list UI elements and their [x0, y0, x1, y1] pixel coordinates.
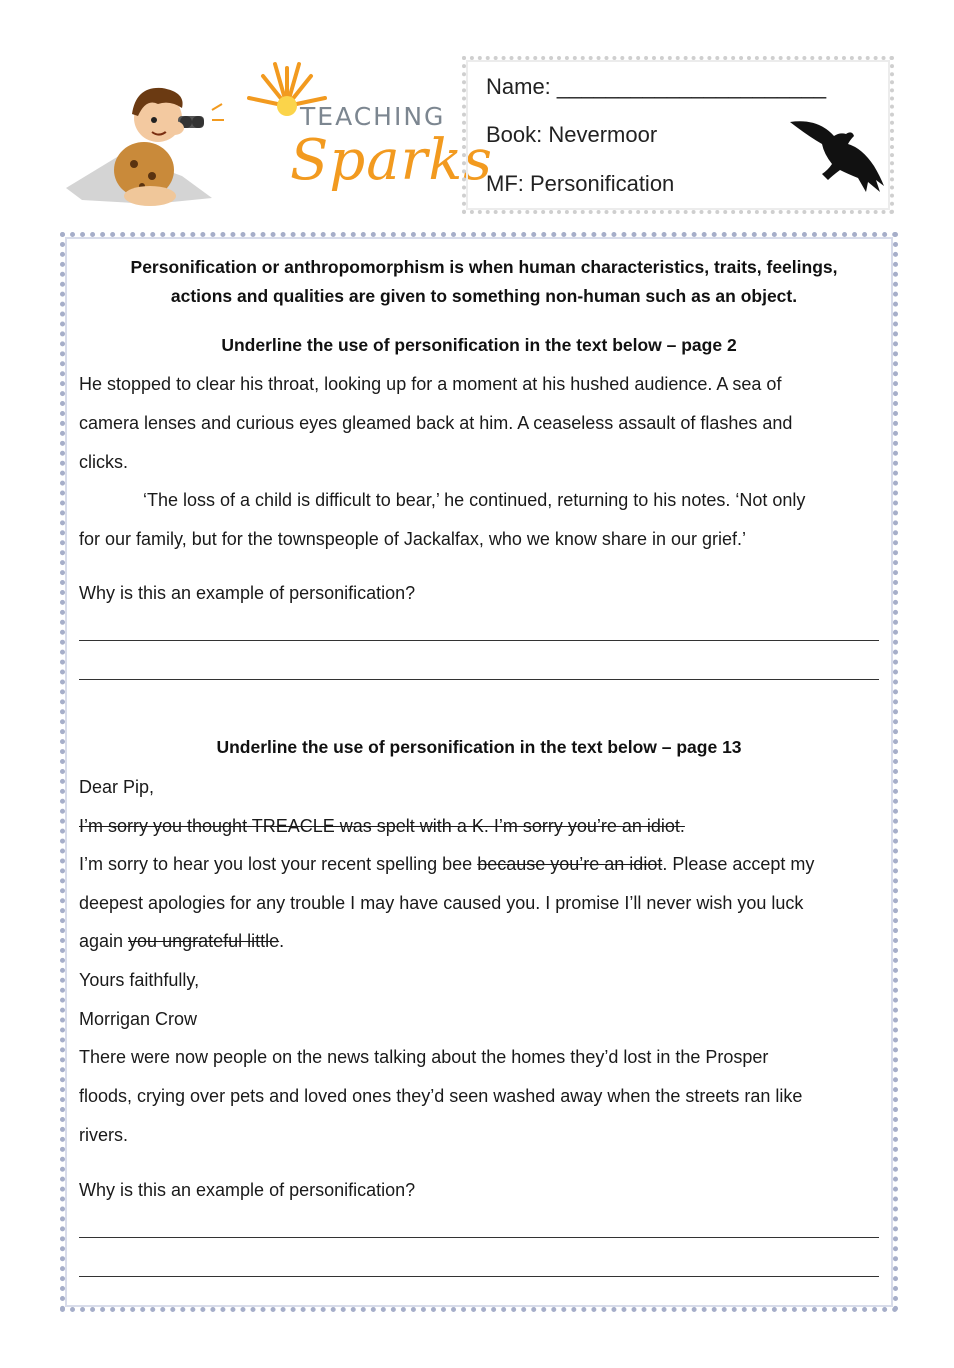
letter-line	[79, 854, 814, 875]
letter-closing: Yours faithfully,	[79, 970, 200, 990]
logo-text-sparks: Sparks	[290, 128, 494, 193]
letter-signature: Morrigan Crow	[79, 1009, 198, 1029]
passage2-line: There were now people on the news talking about the homes they’d lost in the Prosper	[79, 1047, 769, 1067]
passage1-line: He stopped to clear his throat, looking up for a moment at his hushed audience. A sea of	[79, 374, 782, 394]
crow-icon	[788, 114, 888, 196]
logo-text-teaching: TEACHING	[300, 102, 446, 131]
letter-text: .	[279, 931, 285, 951]
letter-text: again	[79, 931, 129, 951]
section2-heading: Underline the use of personification in the text below – page 13	[216, 737, 742, 757]
passage1-line: camera lenses and curious eyes gleamed back at him. A ceaseless assault of flashes and	[79, 413, 793, 433]
passage2-line: rivers.	[79, 1125, 128, 1145]
worksheet-main-box	[60, 232, 898, 1312]
answer-line[interactable]	[79, 1237, 879, 1238]
passage1-line: ‘The loss of a child is difficult to bear,’ he continued, returning to his notes. ‘Not only	[143, 490, 806, 510]
letter-line: deepest apologies for any trouble I may have caused you. I promise I’ll never wish you luck	[79, 893, 804, 913]
definition-text: Personification or anthropomorphism is when human characteristics, traits, feelings, actions and qualities are given to something non-human such as an object.	[130, 257, 838, 306]
struck-text: because you’re an idiot	[477, 854, 663, 874]
teaching-sparks-logo	[62, 58, 494, 218]
name-field[interactable]: Name: ______________________	[486, 74, 827, 99]
letter-text: I’m sorry to hear you lost your recent spelling bee	[79, 854, 478, 874]
letter-text: . Please accept my	[662, 854, 815, 874]
struck-text: you ungrateful little	[128, 931, 280, 951]
book-label: Book: Nevermoor	[486, 122, 658, 147]
section1-heading: Underline the use of personification in the text below – page 2	[221, 335, 737, 355]
mf-label: MF: Personification	[486, 171, 675, 196]
section2-question: Why is this an example of personification?	[79, 1180, 416, 1200]
answer-line[interactable]	[79, 679, 879, 680]
answer-line[interactable]	[79, 640, 879, 641]
section1-question: Why is this an example of personification?	[79, 583, 416, 603]
struck-line: I’m sorry you thought TREACLE was spelt with a K. I’m sorry you’re an idiot.	[79, 816, 685, 836]
answer-line[interactable]	[79, 1276, 879, 1277]
letter-line	[79, 931, 284, 952]
passage1-line: clicks.	[79, 452, 128, 472]
letter-salutation: Dear Pip,	[79, 777, 155, 797]
passage1-line: for our family, but for the townspeople of Jackalfax, who we know share in our grief.’	[79, 529, 746, 549]
student-info-box	[462, 56, 894, 214]
passage2-line: floods, crying over pets and loved ones they’d seen washed away when the streets ran like	[79, 1086, 803, 1106]
